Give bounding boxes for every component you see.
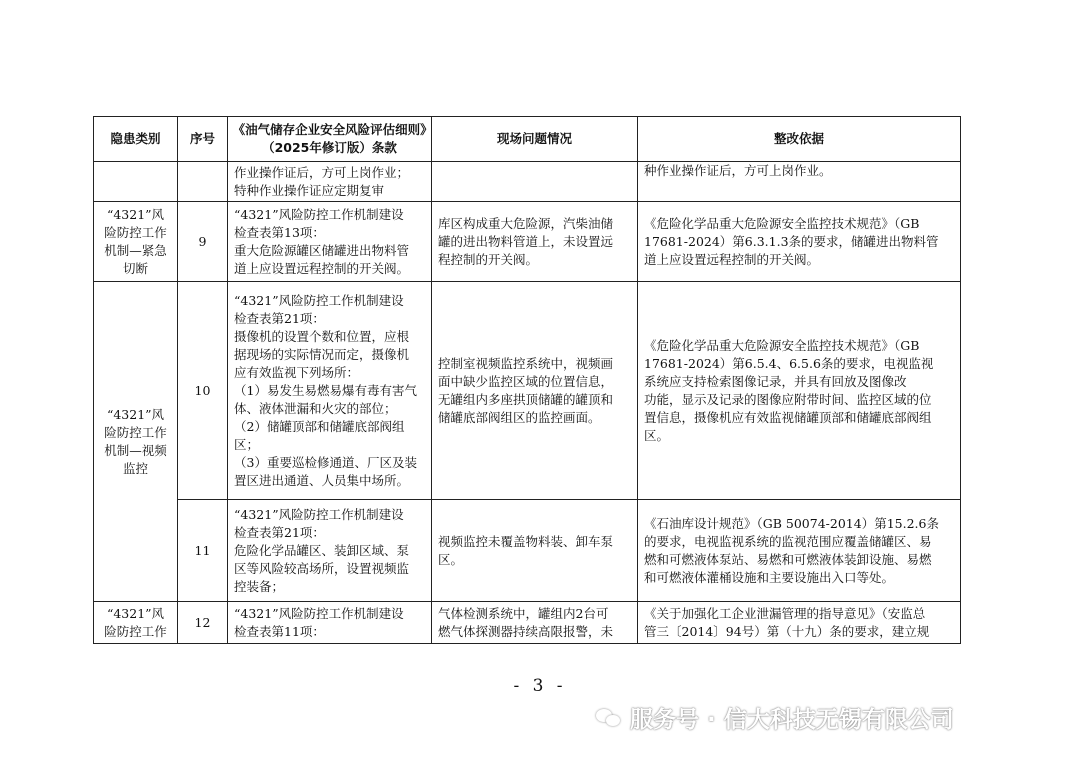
text-line: 道上应设置远程控制的开关阀。	[234, 260, 410, 276]
text-line: 《关于加强化工企业泄漏管理的指导意见》（安监总	[644, 605, 926, 621]
text-line: 检查表第13项：	[234, 224, 325, 240]
text-line: 面中缺少监控区域的位置信息，	[438, 373, 614, 389]
text-line: 燃和可燃液体泵站、易燃和可燃液体装卸设施、易燃	[644, 551, 932, 567]
text-line: 控装备；	[234, 578, 285, 594]
table-row	[94, 500, 961, 602]
text-line: 机制—视频	[104, 442, 167, 458]
text-line: 检查表第21项：	[234, 310, 325, 326]
header-issue: 现场问题情况	[432, 117, 638, 162]
basis-cell	[638, 202, 961, 282]
text-line: 燃气体探测器持续高限报警，未	[438, 623, 614, 639]
table-row	[94, 202, 961, 282]
text-line: 无罐组内多座拱顶储罐的罐顶和	[438, 391, 614, 407]
text-line: 置信息，摄像机应有效监视储罐顶部和储罐底部阀组	[644, 409, 932, 425]
header-clause: 《油气储存企业安全风险评估细则》（2025年修订版）条款	[228, 117, 432, 162]
header-number: 序号	[178, 117, 228, 162]
basis-cell	[638, 162, 961, 202]
number-cell	[178, 162, 228, 202]
text-line: 切断	[122, 260, 148, 276]
text-line: 检查表第11项：	[234, 623, 325, 639]
category-cell	[94, 282, 178, 602]
text-line: “4321”风险防控工作机制建设	[234, 292, 404, 308]
text-line: 体、液体泄漏和火灾的部位；	[234, 400, 397, 416]
clause-cell	[228, 282, 432, 500]
text-line: “4321”风	[106, 406, 165, 422]
wechat-icon	[596, 707, 622, 729]
text-line: 据现场的实际情况而定，摄像机	[234, 346, 410, 362]
text-line: 险防控工作	[104, 623, 167, 639]
text-line: 程控制的开关阀。	[438, 251, 539, 267]
watermark	[596, 701, 954, 734]
issue-cell	[432, 282, 638, 500]
header-basis: 整改依据	[638, 117, 961, 162]
text-line: “4321”风	[106, 206, 165, 222]
table-row	[94, 282, 961, 500]
hazard-table	[93, 116, 961, 644]
clause-cell	[228, 500, 432, 602]
text-line: （1）易发生易燃易爆有毒有害气	[234, 382, 417, 398]
text-line: 17681-2024）第6.5.4、6.5.6条的要求，电视监视	[644, 355, 934, 371]
issue-cell	[432, 202, 638, 282]
text-line: “4321”风险防控工作机制建设	[234, 605, 404, 621]
basis-cell	[638, 500, 961, 602]
table-header-row	[94, 117, 961, 162]
text-line: 摄像机的设置个数和位置，应根	[234, 328, 410, 344]
table-row	[94, 162, 961, 202]
watermark-text: 服务号 · 信大科技无锡有限公司	[630, 707, 954, 733]
text-line: “4321”风	[106, 605, 165, 621]
issue-cell	[432, 500, 638, 602]
number-cell: 12	[178, 602, 228, 644]
text-line: 检查表第21项：	[234, 524, 325, 540]
text-line: （2）储罐顶部和储罐底部阀组	[234, 418, 405, 434]
text-line: 储罐底部阀组区的监控画面。	[438, 409, 601, 425]
text-line: “4321”风险防控工作机制建设	[234, 506, 404, 522]
text-line: 管三〔2014〕94号）第（十九）条的要求，建立规	[644, 623, 930, 639]
text-line: 控制室视频监控系统中，视频画	[438, 355, 614, 371]
basis-cell	[638, 282, 961, 500]
text-line: 险防控工作	[104, 424, 167, 440]
issue-cell	[432, 602, 638, 644]
text-line: 气体检测系统中，罐组内2台可	[438, 605, 609, 621]
number-cell: 9	[178, 202, 228, 282]
text-line: 罐的进出物料管道上，未设置远	[438, 233, 614, 249]
text-line: 17681-2024）第6.3.1.3条的要求，储罐进出物料管	[644, 233, 939, 249]
text-line: 种作业操作证后，方可上岗作业。	[644, 163, 832, 178]
page-number: - 3 -	[513, 676, 567, 696]
text-line: 监控	[122, 460, 148, 476]
text-line: 危险化学品罐区、装卸区域、泵	[234, 542, 410, 558]
clause-cell	[228, 202, 432, 282]
category-cell	[94, 602, 178, 644]
text-line: （3）重要巡检修通道、厂区及装	[234, 454, 417, 470]
issue-cell	[432, 162, 638, 202]
header-category: 隐患类别	[94, 117, 178, 162]
text-line: 区。	[438, 551, 464, 567]
table-row	[94, 602, 961, 644]
text-line: 《危险化学品重大危险源安全监控技术规范》（GB	[644, 215, 920, 231]
number-cell: 10	[178, 282, 228, 500]
category-cell	[94, 162, 178, 202]
text-line: 道上应设置远程控制的开关阀。	[644, 251, 820, 267]
text-line: 系统应支持检索图像记录，并具有回放及图像改	[644, 373, 907, 389]
clause-cell	[228, 162, 432, 202]
basis-cell	[638, 602, 961, 644]
text-line: 的要求，电视监视系统的监视范围应覆盖储罐区、易	[644, 533, 932, 549]
text-line: 区等风险较高场所，设置视频监	[234, 560, 410, 576]
text-line: 区。	[644, 427, 670, 443]
text-line: 《危险化学品重大危险源安全监控技术规范》（GB	[644, 337, 920, 353]
text-line: 重大危险源罐区储罐进出物料管	[234, 242, 410, 258]
clause-cell	[228, 602, 432, 644]
category-cell	[94, 202, 178, 282]
text-line: 特种作业操作证应定期复审	[234, 182, 385, 198]
text-line: “4321”风险防控工作机制建设	[234, 206, 404, 222]
text-line: 险防控工作	[104, 224, 167, 240]
text-line: 功能，显示及记录的图像应附带时间、监控区域的位	[644, 391, 932, 407]
text-line: 《石油库设计规范》（GB 50074-2014）第15.2.6条	[644, 515, 939, 531]
text-line: 区；	[234, 436, 260, 452]
text-line: 和可燃液体灌桶设施和主要设施出入口等处。	[644, 569, 895, 585]
text-line: 库区构成重大危险源，汽柴油储	[438, 215, 614, 231]
text-line: 视频监控未覆盖物料装、卸车泵	[438, 533, 614, 549]
number-cell: 11	[178, 500, 228, 602]
text-line: 作业操作证后，方可上岗作业；	[234, 164, 410, 180]
text-line: 置区进出通道、人员集中场所。	[234, 472, 410, 488]
text-line: 机制—紧急	[104, 242, 167, 258]
text-line: 应有效监视下列场所：	[234, 364, 360, 380]
